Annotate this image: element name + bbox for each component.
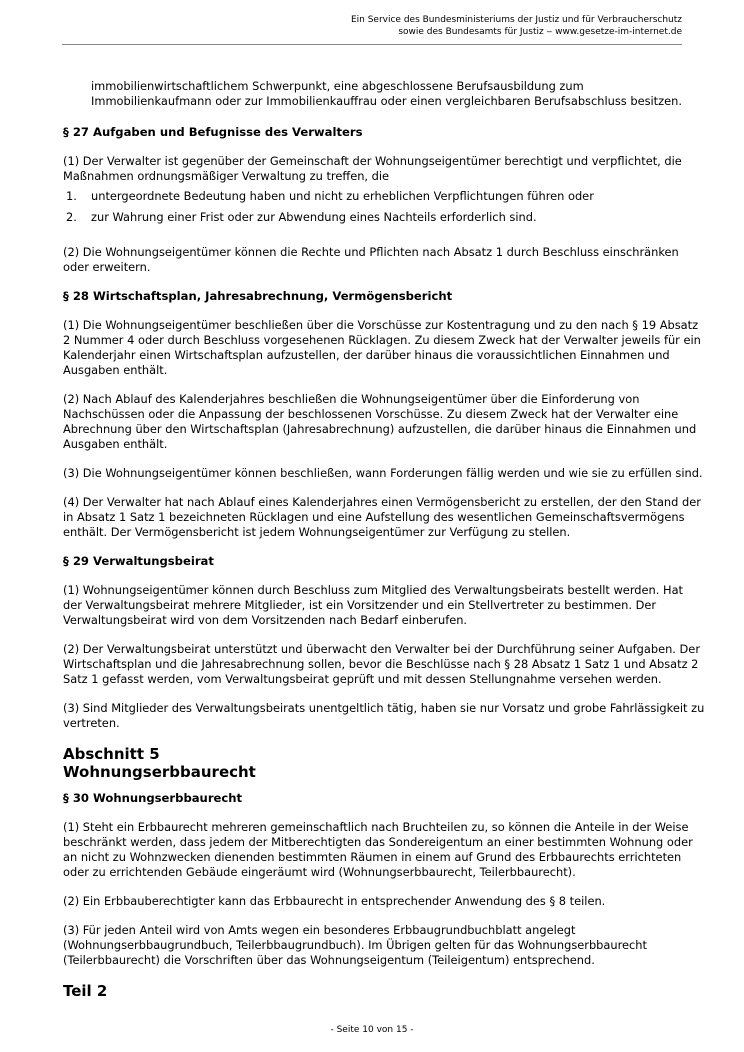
page-header bbox=[351, 14, 682, 38]
list-item bbox=[63, 189, 705, 204]
list-item-text: zur Wahrung einer Frist oder zur Abwendung eines Nachteils erforderlich sind. bbox=[91, 210, 537, 224]
section-27-paragraph-2: (2) Die Wohnungseigentümer können die Rechte und Pflichten nach Absatz 1 durch Beschluss einschränken oder erweitern. bbox=[63, 245, 679, 274]
document-body bbox=[63, 79, 705, 1000]
page-number: - Seite 10 von 15 - bbox=[330, 1025, 414, 1035]
list-item-number: 2. bbox=[66, 210, 77, 224]
section-27-paragraph-1: (1) Der Verwalter ist gegenüber der Gemeinschaft der Wohnungseigentümer berechtigt und verpflichtet, die Maßnahmen ordnungsmäßiger Verwaltung zu treffen, die bbox=[63, 154, 682, 183]
section-29-heading: § 29 Verwaltungsbeirat bbox=[63, 554, 214, 568]
header-website-line: sowie des Bundesamts für Justiz ‒ www.gesetze-im-internet.de bbox=[398, 27, 682, 37]
section-28-heading: § 28 Wirtschaftsplan, Jahresabrechnung, Vermögensbericht bbox=[63, 289, 453, 303]
section-29-paragraph-1: (1) Wohnungseigentümer können durch Beschluss zum Mitglied des Verwaltungsbeirats bestellt werden. Hat der Verwaltungsbeirat mehrere Mitglieder, ist ein Vorsitzender und ein Stellvertreter zu bestimmen. Der Verwaltungsbeirat wird von dem Vorsitzenden nach Bedarf einberufen. bbox=[63, 583, 684, 627]
section-28-paragraph-3: (3) Die Wohnungseigentümer können beschließen, wann Forderungen fällig werden und wie sie zu erfüllen sind. bbox=[63, 466, 703, 480]
section-28-paragraph-1: (1) Die Wohnungseigentümer beschließen über die Vorschüsse zur Kostentragung und zu den nach § 19 Absatz 2 Nummer 4 oder durch Beschluss vorgesehenen Rücklagen. Zu diesem Zweck hat der Verwalter jeweils für ein Kalenderjahr einen Wirtschaftsplan aufzustellen, der darüber hinaus die voraussichtlichen Einnahmen und Ausgaben enthält. bbox=[63, 318, 701, 377]
section-30-paragraph-1: (1) Steht ein Erbbaurecht mehreren gemeinschaftlich nach Bruchteilen zu, so können die Anteile in der Weise beschränkt werden, dass jedem der Mitberechtigten das Sondereigentum an einer bestimmten Wohnung oder an nicht zu Wohnzwecken dienenden bestimmten Räumen in einem auf Grund des Erbbaurechts errichteten oder zu errichtenden Gebäude eingeräumt wird (Wohnungserbbaurecht, Teilerbbaurecht). bbox=[63, 820, 693, 879]
abschnitt-5-title: Wohnungserbbaurecht bbox=[63, 763, 256, 781]
section-28-paragraph-4: (4) Der Verwalter hat nach Ablauf eines Kalenderjahres einen Vermögensbericht zu erstellen, der den Stand der in Absatz 1 Satz 1 bezeichneten Rücklagen und eine Aufstellung des wesentlichen Gemeinschaftsvermögens enthält. Der Vermögensbericht ist jedem Wohnungseigentümer zur Verfügung zu stellen. bbox=[63, 495, 701, 539]
section-28-paragraph-2: (2) Nach Ablauf des Kalenderjahres beschließen die Wohnungseigentümer über die Einforderung von Nachschüssen oder die Anpassung der beschlossenen Vorschüsse. Zu diesem Zweck hat der Verwalter eine Abrechnung über den Wirtschaftsplan (Jahresabrechnung) aufzustellen, die darüber hinaus die Einnahmen und Ausgaben enthält. bbox=[63, 392, 697, 451]
abschnitt-5-heading bbox=[63, 745, 705, 781]
intro-continuation-paragraph: immobilienwirtschaftlichem Schwerpunkt, eine abgeschlossene Berufsausbildung zum Immobilienkaufmann oder zur Immobilienkauffrau oder einen vergleichbaren Berufsabschluss besitzen. bbox=[91, 79, 682, 108]
abschnitt-5-number: Abschnitt 5 bbox=[63, 745, 160, 763]
teil-2-heading: Teil 2 bbox=[63, 982, 108, 1000]
section-29-paragraph-2: (2) Der Verwaltungsbeirat unterstützt und überwacht den Verwalter bei der Durchführung seiner Aufgaben. Der Wirtschaftsplan und die Jahresabrechnung sollen, bevor die Beschlüsse nach § 28 Absatz 1 Satz 1 und Absatz 2 Satz 1 gefasst werden, vom Verwaltungsbeirat geprüft und mit dessen Stellungnahme versehen werden. bbox=[63, 642, 701, 686]
section-30-heading: § 30 Wohnungserbbaurecht bbox=[63, 791, 243, 805]
list-item-number: 1. bbox=[66, 189, 77, 203]
header-service-line: Ein Service des Bundesministeriums der Justiz und für Verbraucherschutz bbox=[350, 15, 682, 25]
section-30-paragraph-2: (2) Ein Erbbauberechtigter kann das Erbbaurecht in entsprechender Anwendung des § 8 teilen. bbox=[63, 894, 606, 908]
section-30-paragraph-3: (3) Für jeden Anteil wird von Amts wegen ein besonderes Erbbaugrundbuchblatt angelegt (Wohnungserbbaugrundbuch, Teilerbbaugrundbuch). Im Übrigen gelten für das Wohnungserbbaurecht (Teilerbbaurecht) die Vorschriften über das Wohnungseigentum (Teileigentum) entsprechend. bbox=[63, 923, 647, 967]
header-divider bbox=[62, 44, 682, 45]
section-27-list bbox=[63, 189, 705, 225]
section-29-paragraph-3: (3) Sind Mitglieder des Verwaltungsbeirats unentgeltlich tätig, haben sie nur Vorsatz und grobe Fahrlässigkeit zu vertreten. bbox=[63, 701, 705, 730]
section-27-heading: § 27 Aufgaben und Befugnisse des Verwalters bbox=[63, 125, 363, 139]
list-item bbox=[63, 210, 705, 225]
list-item-text: untergeordnete Bedeutung haben und nicht zu erheblichen Verpflichtungen führen oder bbox=[91, 189, 594, 203]
